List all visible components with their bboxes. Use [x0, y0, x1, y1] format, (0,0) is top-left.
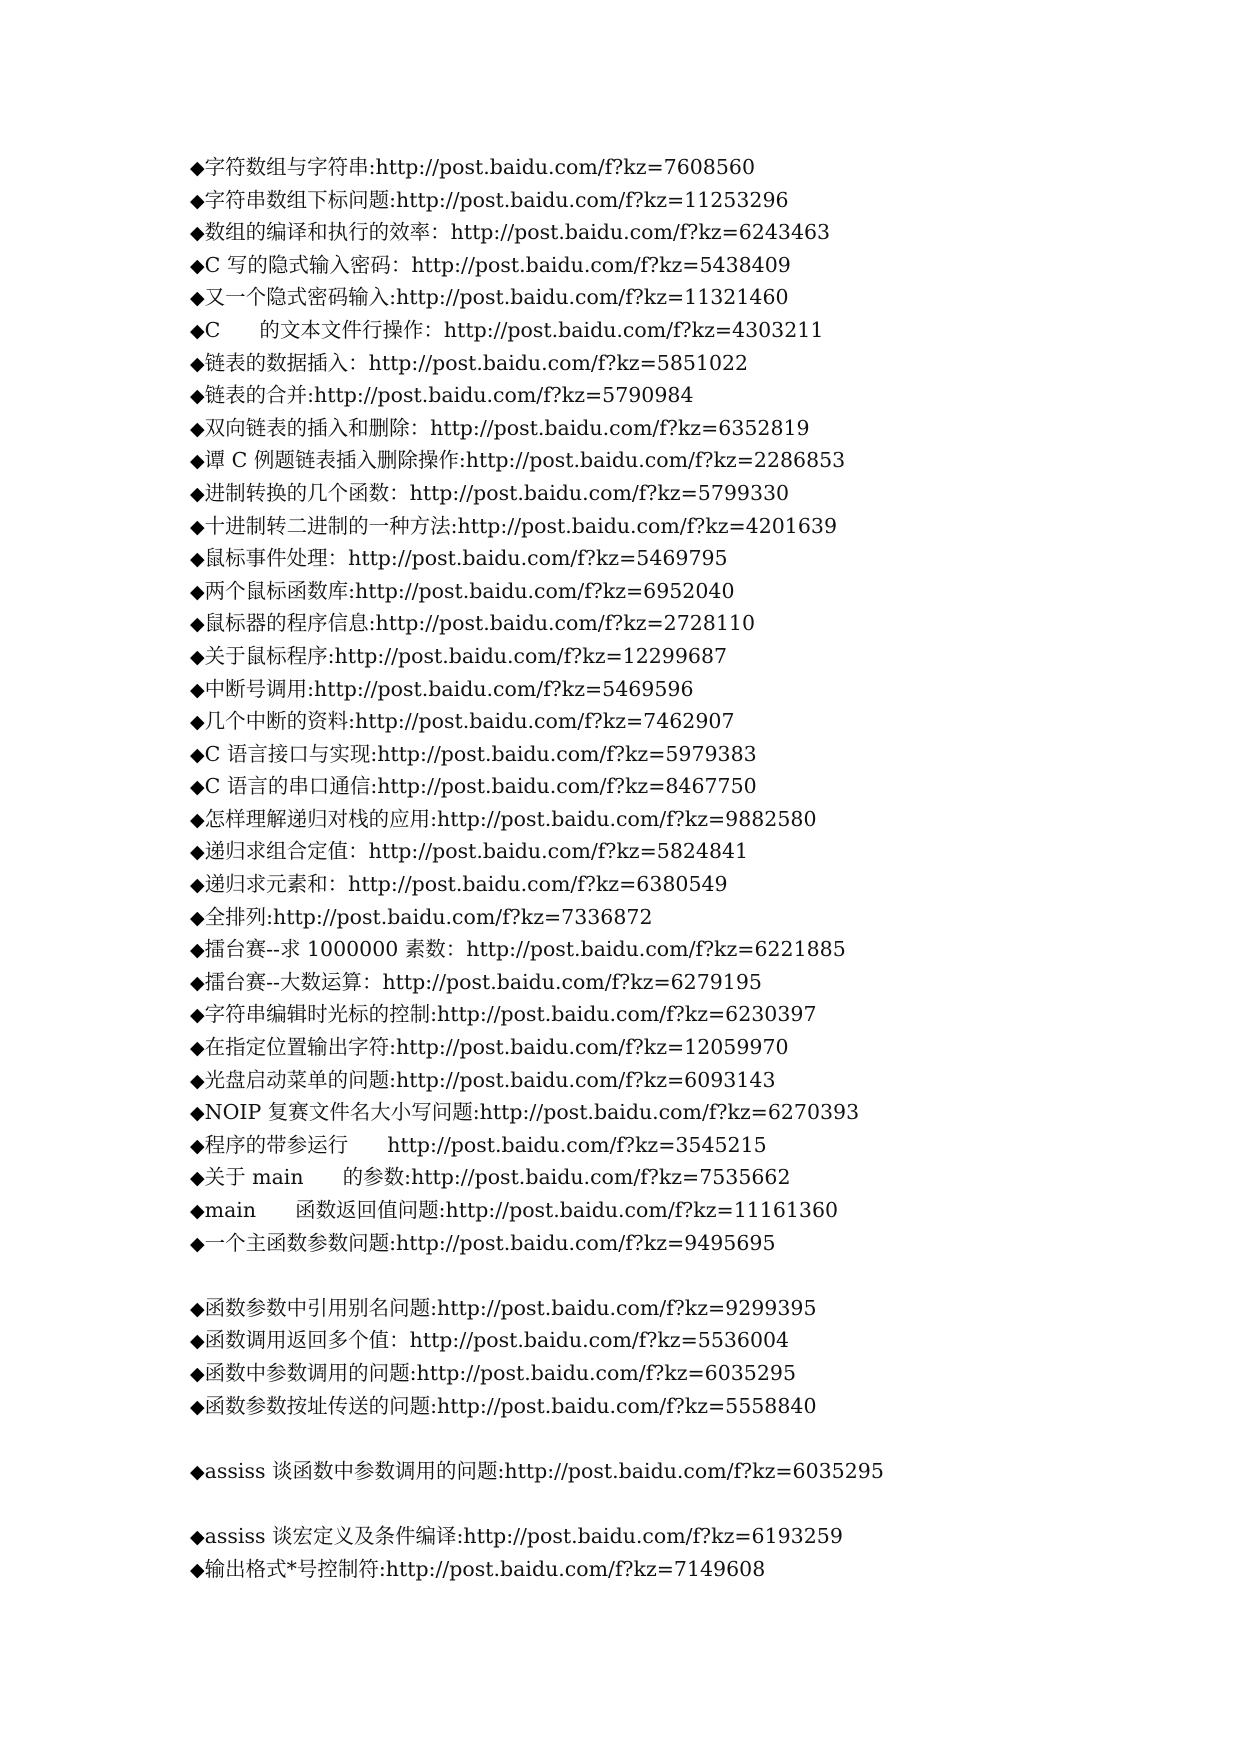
diamond-bullet-icon: ◆ — [190, 222, 205, 245]
list-item-text: C 语言接口与实现:http://post.baidu.com/f?kz=5979383 — [204, 741, 757, 766]
diamond-bullet-icon: ◆ — [190, 645, 205, 668]
list-item-text: 输出格式*号控制符:http://post.baidu.com/f?kz=7149608 — [204, 1556, 766, 1581]
diamond-bullet-icon: ◆ — [190, 157, 205, 179]
list-item — [190, 933, 1150, 966]
list-item-text: 函数调用返回多个值：http://post.baidu.com/f?kz=5536004 — [204, 1328, 790, 1353]
diamond-bullet-icon: ◆ — [190, 1525, 205, 1548]
list-item — [190, 1227, 1150, 1260]
list-item — [190, 281, 1150, 314]
list-item — [190, 249, 1150, 282]
diamond-bullet-icon: ◆ — [190, 841, 205, 864]
list-item-text: 进制转换的几个函数：http://post.baidu.com/f?kz=5799330 — [204, 480, 790, 505]
diamond-bullet-icon: ◆ — [190, 319, 205, 342]
blank-line — [190, 1422, 1150, 1455]
diamond-bullet-icon: ◆ — [190, 776, 205, 799]
diamond-bullet-icon: ◆ — [190, 1232, 205, 1255]
list-item-text: 鼠标事件处理：http://post.baidu.com/f?kz=5469795 — [204, 546, 728, 571]
list-item — [190, 477, 1150, 510]
diamond-bullet-icon: ◆ — [190, 548, 205, 571]
diamond-bullet-icon: ◆ — [190, 1004, 205, 1027]
list-item-text: 关于 main 的参数:http://post.baidu.com/f?kz=7535662 — [204, 1165, 791, 1190]
diamond-bullet-icon: ◆ — [190, 1395, 205, 1418]
list-item — [190, 803, 1150, 836]
list-item — [190, 966, 1150, 999]
link-list — [190, 151, 1150, 1585]
list-item-text: 程序的带参运行 http://post.baidu.com/f?kz=3545215 — [204, 1132, 767, 1157]
diamond-bullet-icon: ◆ — [190, 1200, 205, 1222]
list-item — [190, 1031, 1150, 1064]
list-item — [190, 379, 1150, 412]
diamond-bullet-icon: ◆ — [190, 482, 205, 505]
list-item — [190, 314, 1150, 347]
list-item-text: 中断号调用:http://post.baidu.com/f?kz=5469596 — [204, 676, 694, 701]
list-item — [190, 1357, 1150, 1390]
diamond-bullet-icon: ◆ — [190, 1037, 205, 1060]
list-item-text: C 写的隐式输入密码：http://post.baidu.com/f?kz=5438409 — [204, 252, 791, 277]
list-item-text: main 函数返回值问题:http://post.baidu.com/f?kz=11161360 — [204, 1198, 839, 1222]
list-item — [190, 1520, 1150, 1553]
list-item-text: C 的文本文件行操作：http://post.baidu.com/f?kz=4303211 — [204, 317, 824, 342]
diamond-bullet-icon: ◆ — [190, 613, 205, 636]
list-item-text: 函数中参数调用的问题:http://post.baidu.com/f?kz=6035295 — [204, 1360, 796, 1385]
list-item — [190, 901, 1150, 934]
diamond-bullet-icon: ◆ — [190, 1330, 205, 1353]
list-item — [190, 770, 1150, 803]
list-item — [190, 151, 1150, 184]
list-item-text: 字符串编辑时光标的控制:http://post.baidu.com/f?kz=6230397 — [204, 1002, 817, 1027]
list-item — [190, 184, 1150, 217]
list-item-text: 全排列:http://post.baidu.com/f?kz=7336872 — [204, 904, 653, 929]
list-item-text: 擂台赛--求 1000000 素数：http://post.baidu.com/f?kz=6221885 — [204, 937, 846, 962]
list-item-text: 又一个隐式密码输入:http://post.baidu.com/f?kz=11321460 — [204, 285, 789, 310]
list-item-text: 关于鼠标程序:http://post.baidu.com/f?kz=12299687 — [204, 643, 728, 668]
list-item-text: assiss 谈宏定义及条件编译:http://post.baidu.com/f?kz=6193259 — [204, 1523, 843, 1548]
list-item — [190, 444, 1150, 477]
diamond-bullet-icon: ◆ — [190, 1558, 205, 1581]
diamond-bullet-icon: ◆ — [190, 711, 205, 734]
list-item-text: 在指定位置输出字符:http://post.baidu.com/f?kz=12059970 — [204, 1035, 789, 1060]
diamond-bullet-icon: ◆ — [190, 287, 205, 310]
list-item-text: 怎样理解递归对栈的应用:http://post.baidu.com/f?kz=9882580 — [204, 806, 817, 831]
list-item — [190, 510, 1150, 543]
list-item — [190, 1292, 1150, 1325]
diamond-bullet-icon: ◆ — [190, 1069, 205, 1092]
list-item — [190, 705, 1150, 738]
list-item-text: 递归求组合定值：http://post.baidu.com/f?kz=5824841 — [204, 839, 749, 864]
diamond-bullet-icon: ◆ — [190, 1362, 205, 1385]
list-item — [190, 738, 1150, 771]
diamond-bullet-icon: ◆ — [190, 808, 205, 831]
list-item-text: 十进制转二进制的一种方法:http://post.baidu.com/f?kz=4201639 — [204, 513, 837, 538]
list-item-text: 谭 C 例题链表插入删除操作:http://post.baidu.com/f?kz=2286853 — [204, 448, 846, 473]
list-item-text: 字符串数组下标问题:http://post.baidu.com/f?kz=11253296 — [204, 187, 789, 212]
list-item — [190, 607, 1150, 640]
diamond-bullet-icon: ◆ — [190, 385, 205, 408]
list-item-text: assiss 谈函数中参数调用的问题:http://post.baidu.com/f?kz=6035295 — [204, 1458, 884, 1483]
diamond-bullet-icon: ◆ — [190, 1134, 205, 1157]
diamond-bullet-icon: ◆ — [190, 1102, 205, 1125]
list-item-text: NOIP 复赛文件名大小写问题:http://post.baidu.com/f?kz=6270393 — [204, 1100, 860, 1125]
diamond-bullet-icon: ◆ — [190, 352, 205, 375]
list-item-text: 双向链表的插入和删除：http://post.baidu.com/f?kz=6352819 — [204, 415, 810, 440]
list-item-text: 几个中断的资料:http://post.baidu.com/f?kz=7462907 — [204, 709, 735, 734]
diamond-bullet-icon: ◆ — [190, 971, 205, 994]
list-item-text: 链表的合并:http://post.baidu.com/f?kz=5790984 — [204, 383, 694, 408]
list-item — [190, 1553, 1150, 1586]
list-item — [190, 998, 1150, 1031]
list-item-text: 两个鼠标函数库:http://post.baidu.com/f?kz=6952040 — [204, 578, 735, 603]
list-item — [190, 1096, 1150, 1129]
list-item — [190, 216, 1150, 249]
diamond-bullet-icon: ◆ — [190, 254, 205, 277]
list-item-text: 数组的编译和执行的效率：http://post.baidu.com/f?kz=6243463 — [204, 220, 831, 245]
list-item-text: 擂台赛--大数运算：http://post.baidu.com/f?kz=6279195 — [204, 969, 762, 994]
diamond-bullet-icon: ◆ — [190, 189, 205, 212]
diamond-bullet-icon: ◆ — [190, 906, 205, 929]
list-item — [190, 1129, 1150, 1162]
list-item — [190, 347, 1150, 380]
diamond-bullet-icon: ◆ — [190, 515, 205, 538]
list-item — [190, 1194, 1150, 1227]
blank-line — [190, 1259, 1150, 1292]
diamond-bullet-icon: ◆ — [190, 450, 205, 473]
diamond-bullet-icon: ◆ — [190, 1460, 205, 1483]
diamond-bullet-icon: ◆ — [190, 874, 205, 897]
list-item-text: C 语言的串口通信:http://post.baidu.com/f?kz=8467750 — [204, 774, 757, 799]
list-item — [190, 835, 1150, 868]
list-item — [190, 673, 1150, 706]
list-item-text: 光盘启动菜单的问题:http://post.baidu.com/f?kz=6093143 — [204, 1067, 776, 1092]
list-item-text: 鼠标器的程序信息:http://post.baidu.com/f?kz=2728110 — [204, 611, 755, 636]
diamond-bullet-icon: ◆ — [190, 678, 205, 701]
diamond-bullet-icon: ◆ — [190, 417, 205, 440]
diamond-bullet-icon: ◆ — [190, 1167, 205, 1190]
list-item-text: 字符数组与字符串:http://post.baidu.com/f?kz=7608560 — [204, 155, 755, 179]
list-item — [190, 575, 1150, 608]
diamond-bullet-icon: ◆ — [190, 580, 205, 603]
list-item-text: 函数参数中引用别名问题:http://post.baidu.com/f?kz=9299395 — [204, 1295, 817, 1320]
blank-line — [190, 1487, 1150, 1520]
list-item — [190, 1064, 1150, 1097]
list-item — [190, 868, 1150, 901]
list-item-text: 递归求元素和：http://post.baidu.com/f?kz=6380549 — [204, 872, 728, 897]
list-item — [190, 640, 1150, 673]
diamond-bullet-icon: ◆ — [190, 939, 205, 962]
list-item-text: 函数参数按址传送的问题:http://post.baidu.com/f?kz=5558840 — [204, 1393, 817, 1418]
list-item — [190, 1455, 1150, 1488]
list-item — [190, 1161, 1150, 1194]
list-item-text: 链表的数据插入：http://post.baidu.com/f?kz=5851022 — [204, 350, 749, 375]
list-item — [190, 1390, 1150, 1423]
list-item-text: 一个主函数参数问题:http://post.baidu.com/f?kz=9495695 — [204, 1230, 776, 1255]
diamond-bullet-icon: ◆ — [190, 743, 205, 766]
list-item — [190, 412, 1150, 445]
list-item — [190, 542, 1150, 575]
diamond-bullet-icon: ◆ — [190, 1297, 205, 1320]
list-item — [190, 1324, 1150, 1357]
